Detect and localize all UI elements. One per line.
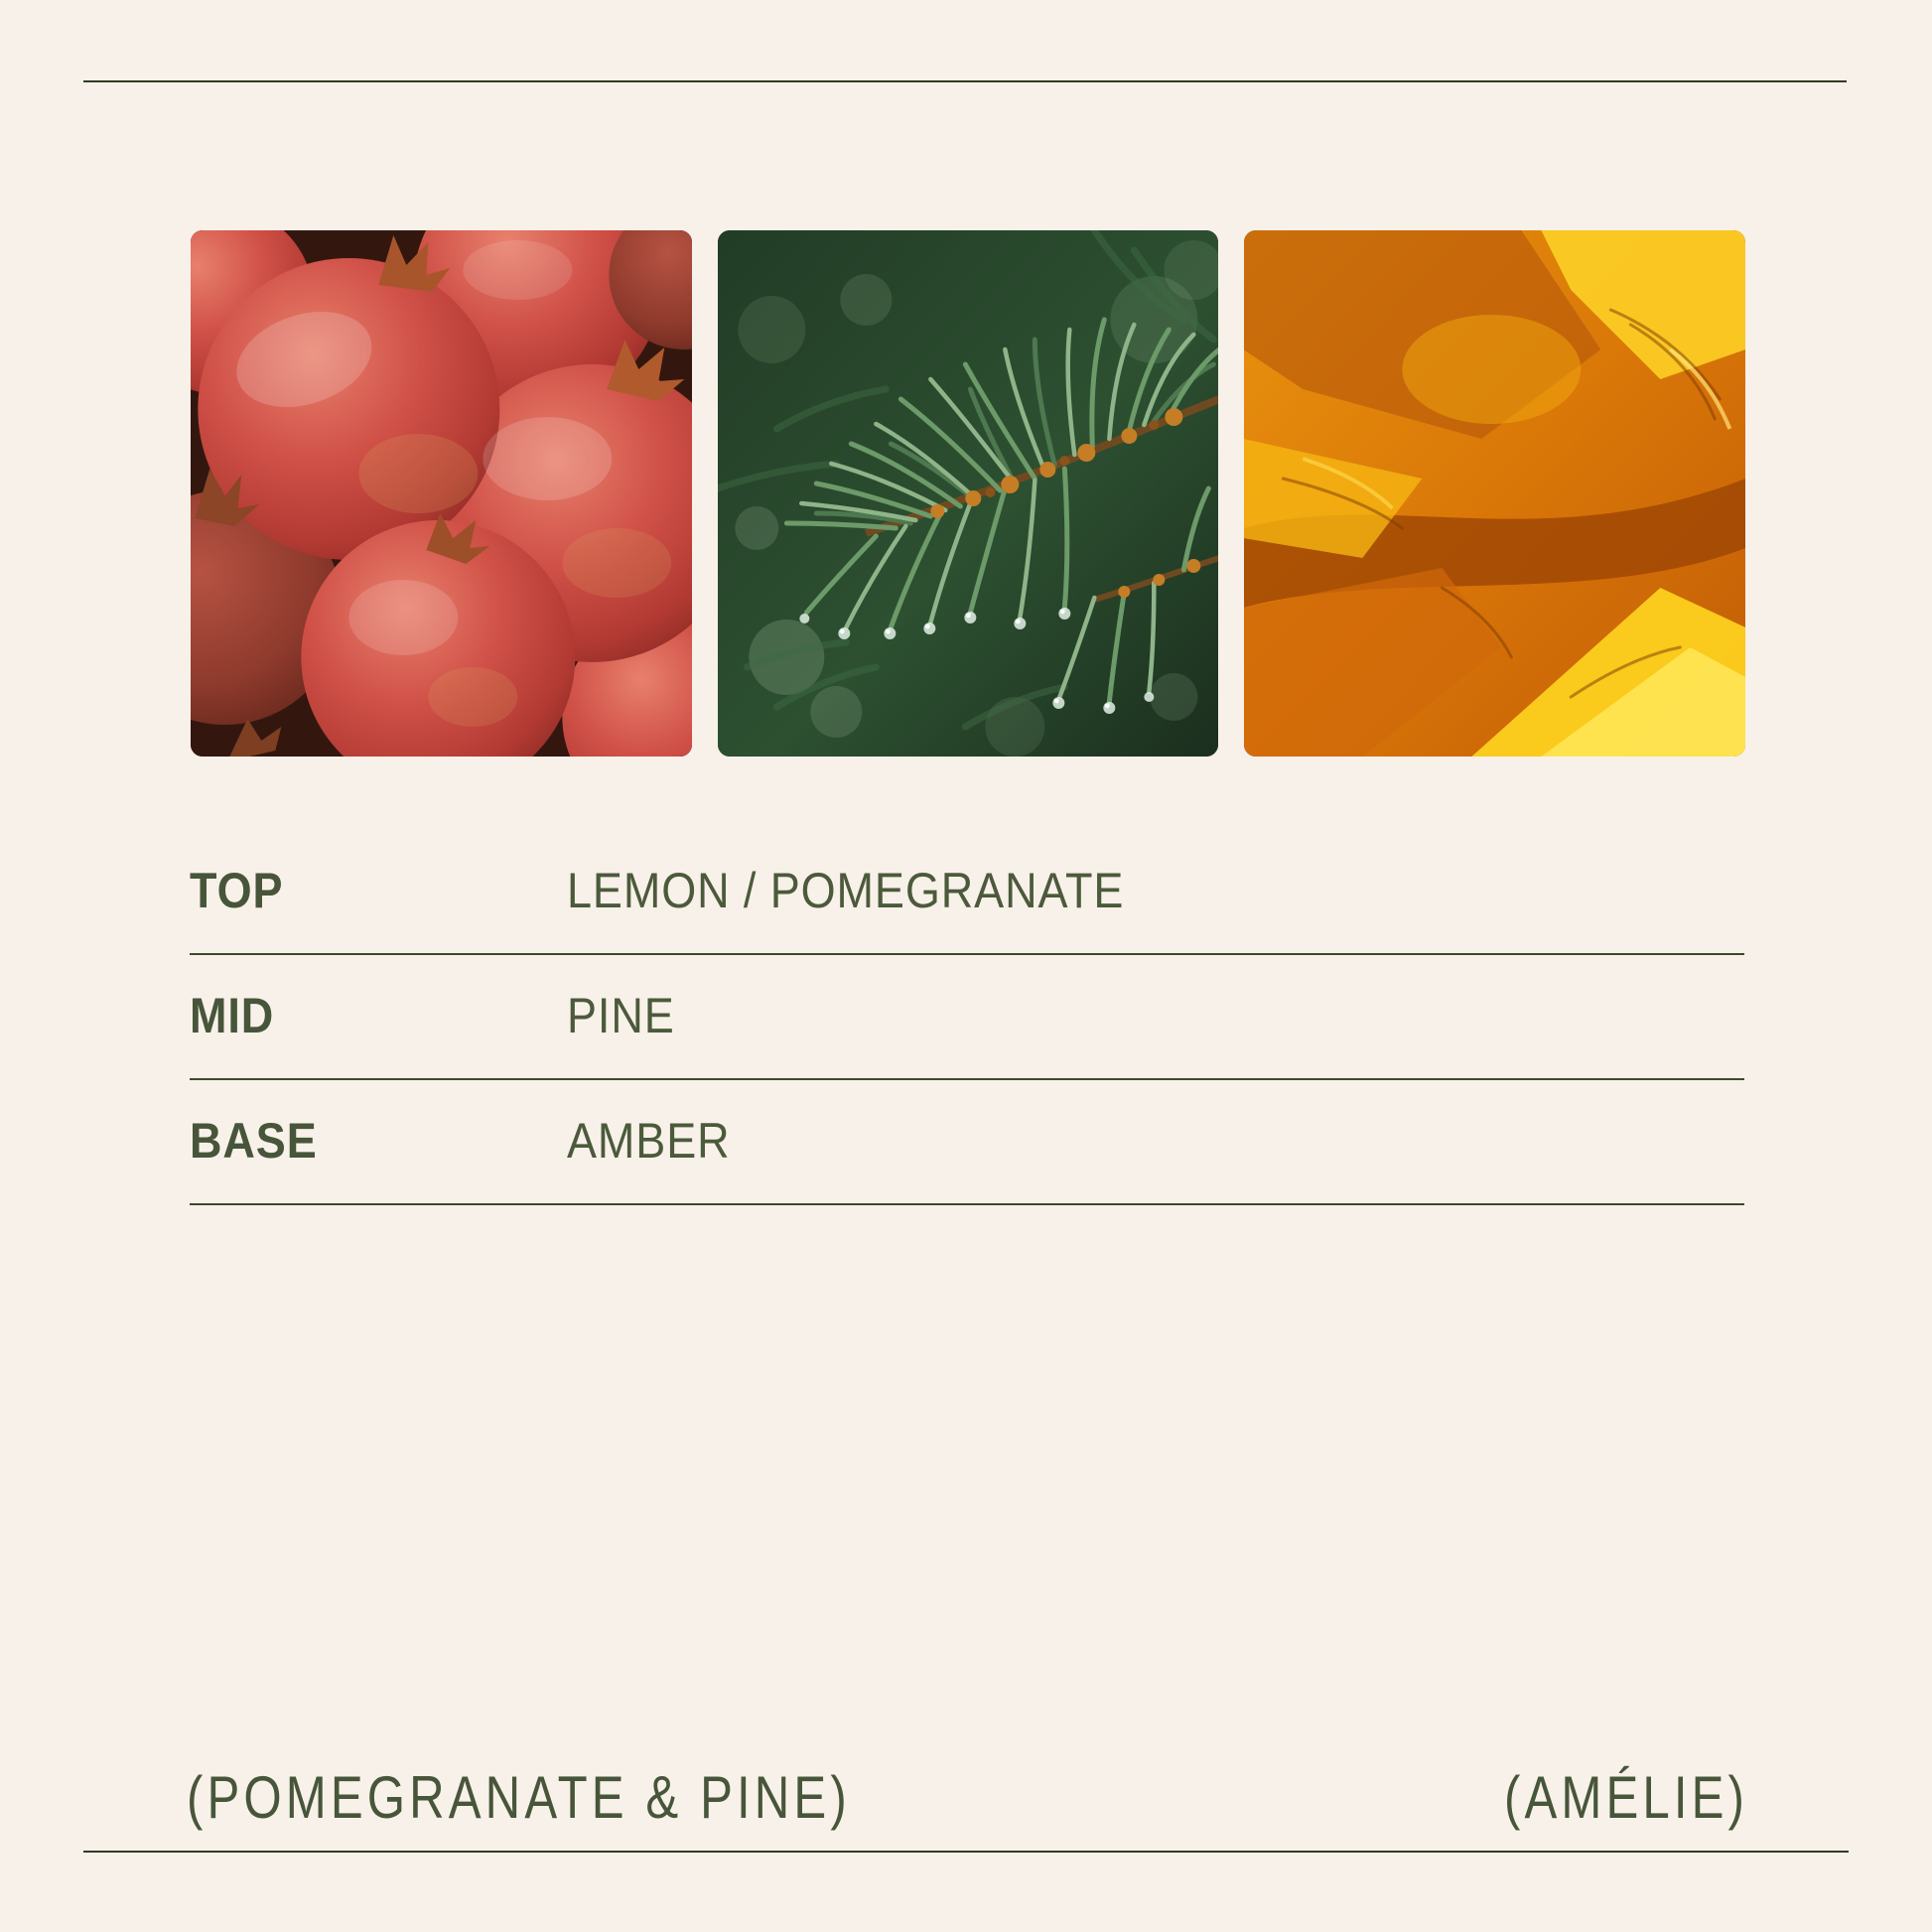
note-label-top: TOP [190,863,284,918]
notes-table [190,844,1744,1205]
pine-photo [718,230,1219,757]
note-label-base: BASE [190,1113,318,1169]
note-photos-row [191,230,1745,757]
pomegranates-photo [191,230,692,757]
scent-alias [1450,1764,1748,1831]
amber-photo [1244,230,1745,757]
note-row-base [190,1080,1744,1205]
top-rule [83,80,1847,82]
note-row-mid [190,955,1744,1080]
note-label-mid: MID [190,988,275,1043]
note-row-top [190,844,1744,955]
scent-alias-text: (AMÉLIE) [1503,1764,1748,1831]
note-value-top: LEMON / POMEGRANATE [567,863,1125,918]
scent-name-text: (POMEGRANATE & PINE) [187,1764,851,1831]
scent-name [187,1764,997,1831]
bottom-rule [83,1851,1849,1853]
note-value-base: AMBER [567,1113,731,1169]
note-value-mid: PINE [567,988,675,1043]
